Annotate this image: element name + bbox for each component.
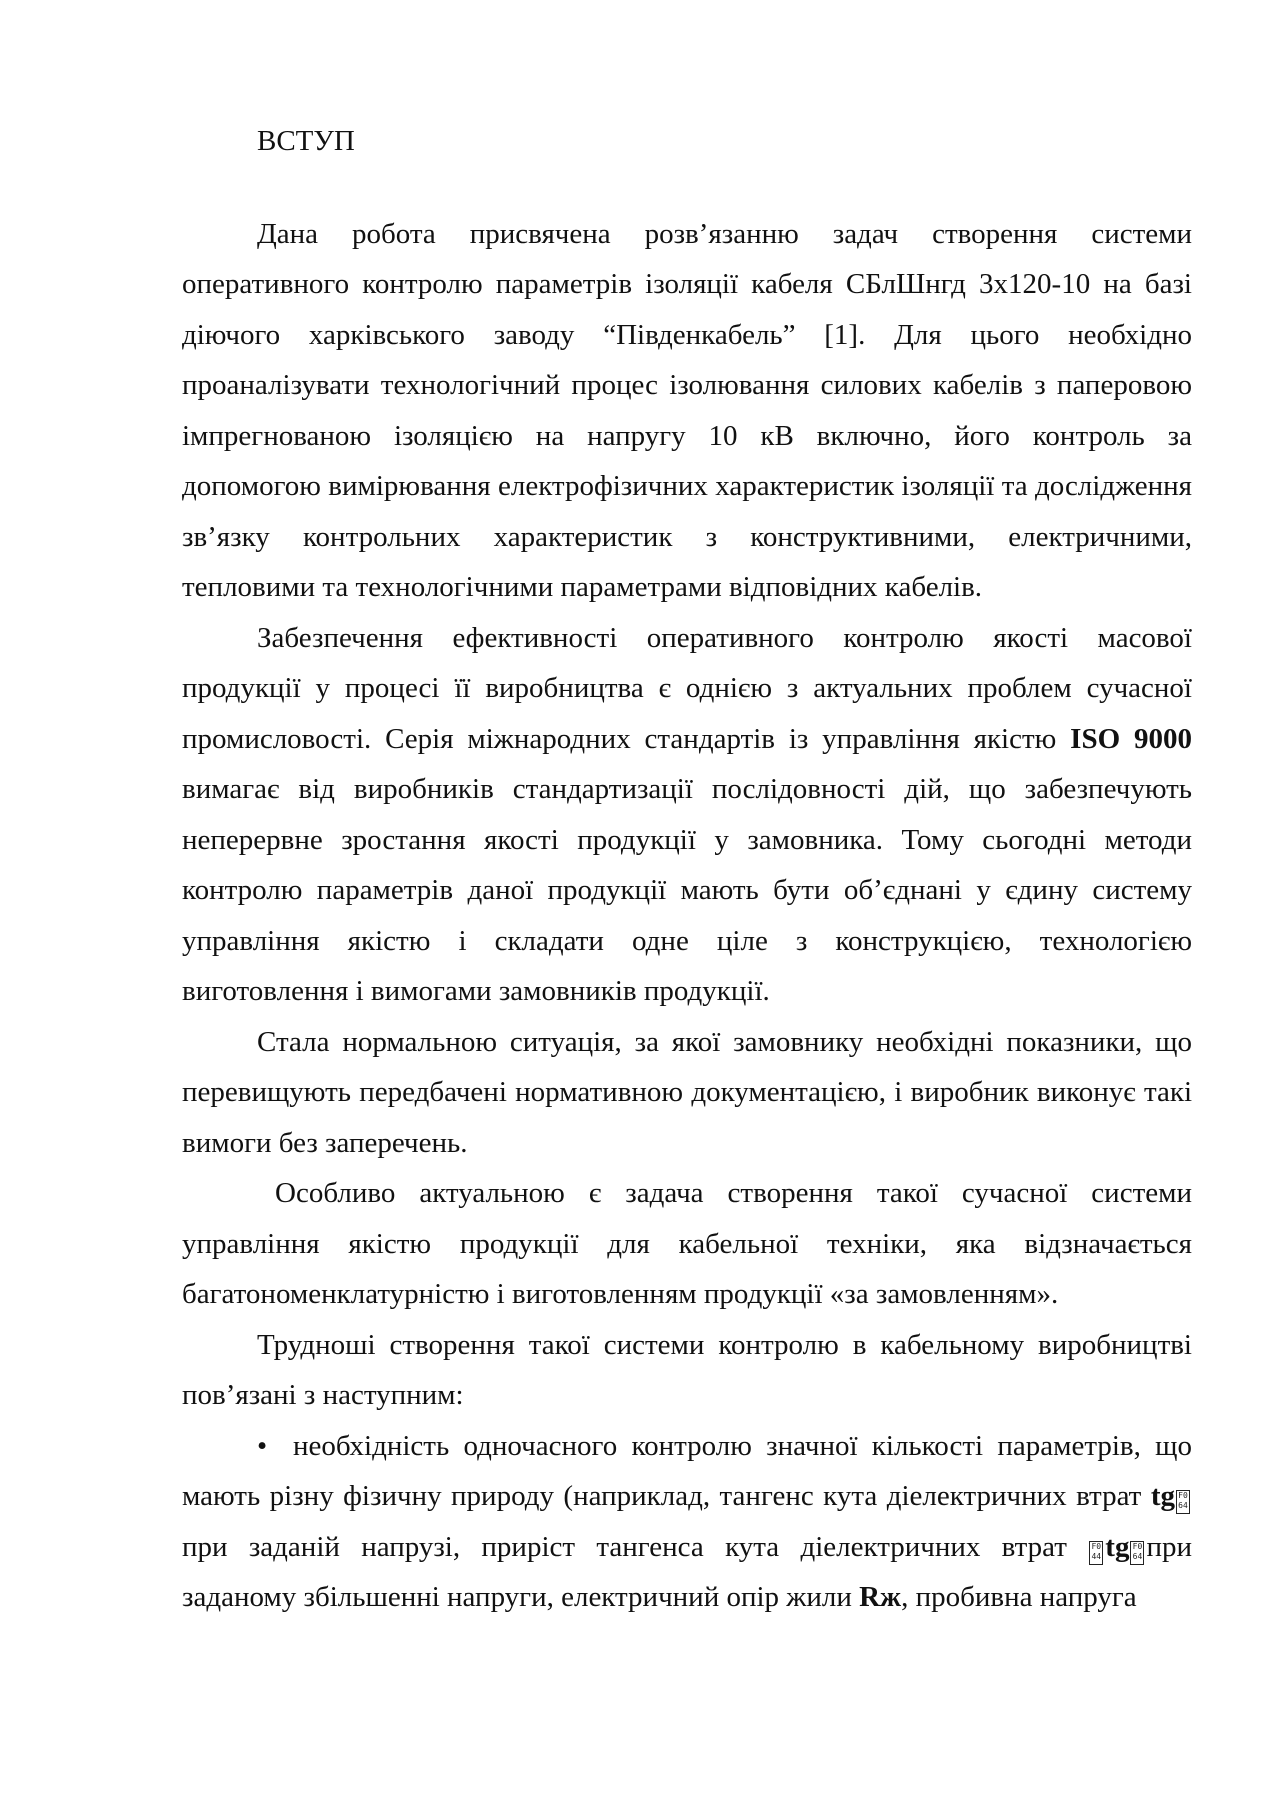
missing-glyph-code-top: F0 [1132,1541,1143,1551]
paragraph-difficulties: Трудноші створення такої системи контролю в кабельному виробництві пов’язані з наступним: [182,1328,1192,1411]
section-heading: ВСТУП [257,125,355,157]
bullet-item-parameters [182,1421,1192,1623]
tg-symbol-1: tg [1150,1480,1175,1512]
bullet-text-part-4: , пробивна напруга [901,1581,1137,1613]
paragraph-quality-text-before: Забезпечення ефективності оперативного контролю якості масової продукції у процесі її виробництва є однією з актуальних проблем сучасної промисловості. Серія міжнародних стандартів із управління якістю [182,621,1192,755]
missing-glyph-icon [1089,1541,1103,1565]
missing-glyph-icon [1130,1541,1144,1565]
paragraph-quality-text-after: вимагає від виробників стандартизації послідовності дій, що забезпечують неперервне зростання якості продукції у замовника. Тому сьогодні методи контролю параметрів даної продукції мають бути об’єднані у єдину систему управління якістю і складати одне ціле з конструкцією, технологією виготовлення і вимогами замовників продукції. [182,773,1192,1007]
paragraph-quality-control [182,613,1192,1017]
missing-glyph-code-top: F0 [1091,1541,1102,1551]
paragraph-intro: Дана робота присвячена розв’язанню задач створення системи оперативного контролю параметрів ізоляції кабеля СБлШнгд 3х120-10 на базі діючого харківського заводу “Південкабель” [1]. Для цього необхідно проаналізувати технологічний процес ізолювання силових кабелів з паперовою імпрегнованою ізоляцією на напругу 10 кВ включно, його контроль за допомогою вимірювання електрофізичних характеристик ізоляції та дослідження зв’язку контрольних характеристик з конструктивними, електричними, тепловими та технологічними параметрами відповідних кабелів. [182,217,1192,603]
missing-glyph-code-top: F0 [1178,1491,1188,1500]
paragraph-cable-technology: Особливо актуальною є задача створення такої сучасної системи управління якістю продукції для кабельної техніки, яка відзначається багатономенклатурністю і виготовленням продукції «за замовленням». [182,1177,1192,1310]
bullet-text-part-2: при заданій напрузі, приріст тангенса кута діелектричних втрат [182,1530,1089,1563]
missing-glyph-code-bottom: 44 [1091,1551,1102,1561]
bullet-text-part-1: необхідність одночасного контролю значної кількості параметрів, що мають різну фізичну природу (наприклад, тангенс кута діелектричних втрат [182,1429,1192,1512]
iso-standard-label: ISO 9000 [1070,722,1192,755]
bullet-text-part-3: при заданому збільшенні напруги, електричний опір жили [182,1530,1192,1613]
missing-glyph-code-bottom: 64 [1132,1551,1143,1561]
missing-glyph-code-bottom: 64 [1178,1501,1188,1510]
missing-glyph-icon [1176,1490,1190,1514]
paragraph-customer-requirements: Стала нормальною ситуація, за якої замовнику необхідні показники, що перевищують передбачені нормативною документацією, і виробник виконує такі вимоги без заперечень. [182,1025,1192,1159]
tg-symbol-2: tg [1105,1530,1130,1563]
document-body [182,116,1192,1623]
heading-spacer [182,167,1192,209]
core-resistance-symbol: Rж [859,1581,902,1613]
bullet-icon: • [257,1429,268,1462]
